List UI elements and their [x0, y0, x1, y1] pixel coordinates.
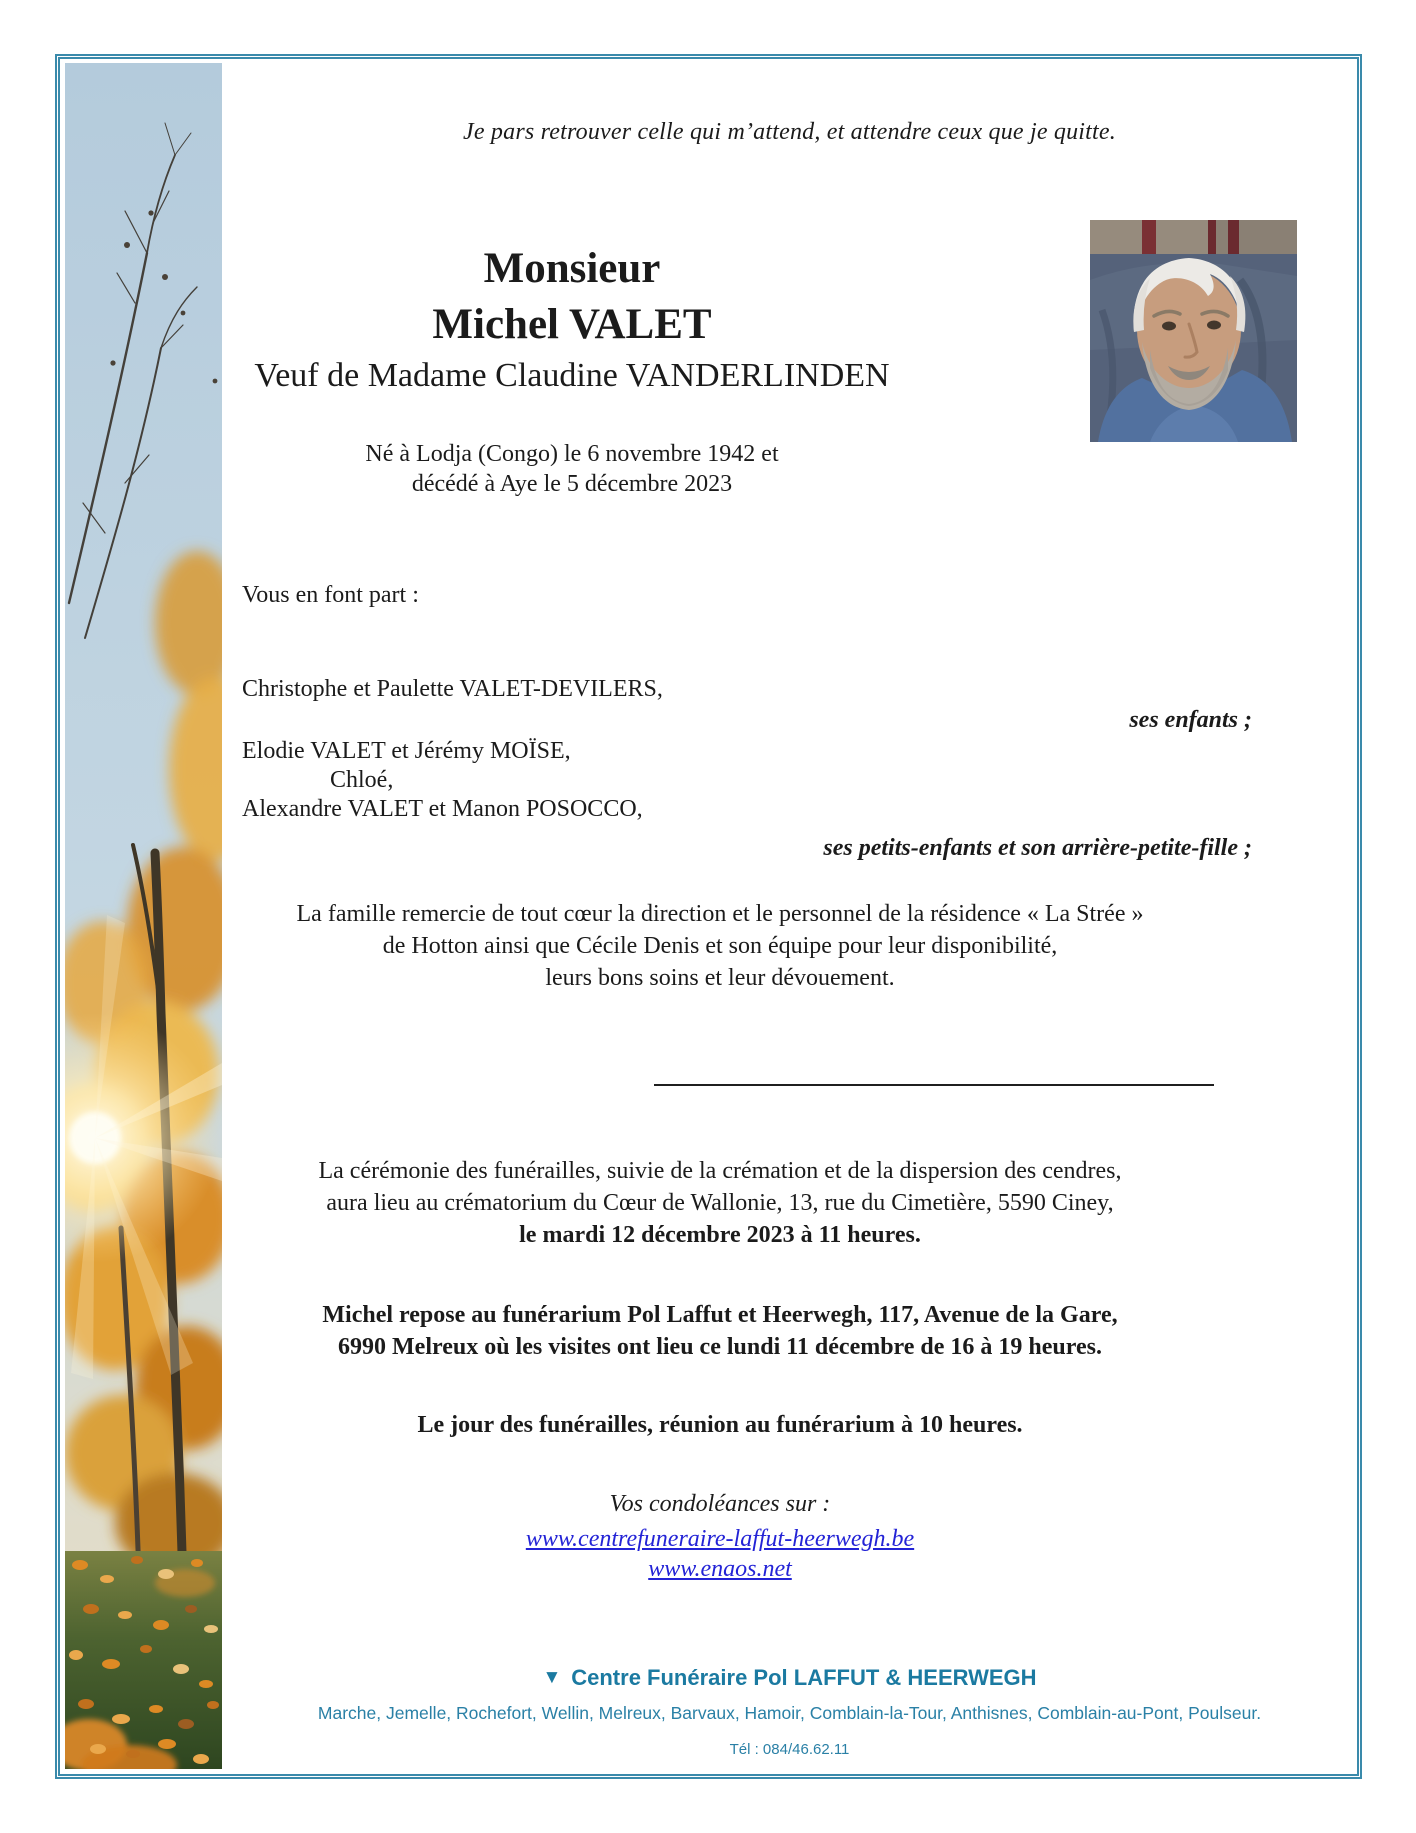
- civility-title: Monsieur: [483, 245, 661, 292]
- card-content: [222, 59, 1357, 1774]
- deceased-name: Michel VALET: [432, 301, 712, 348]
- section-divider-line: [654, 1084, 1214, 1086]
- enaos-website-link[interactable]: www.enaos.net: [648, 1556, 792, 1582]
- ceremony-paragraph: [222, 1155, 1218, 1251]
- funeral-home-phone: Tél : 084/46.62.11: [729, 1741, 850, 1758]
- funeral-home-website-link[interactable]: www.centrefuneraire-laffut-heerwegh.be: [525, 1526, 915, 1552]
- thanks-line-2: de Hotton ainsi que Cécile Denis et son équipe pour leur disponibilité,: [382, 933, 1058, 959]
- repose-line-2: 6990 Melreux où les visites ont lieu ce lundi 11 décembre de 16 à 19 heures.: [338, 1334, 1102, 1360]
- children-names: Christophe et Paulette VALET-DEVILERS,: [242, 676, 663, 702]
- funeral-home-name-text: Centre Funéraire Pol LAFFUT & HEERWEGH: [571, 1665, 1037, 1690]
- ceremony-line-1: La cérémonie des funérailles, suivie de la crémation et de la dispersion des cendres,: [318, 1158, 1122, 1184]
- repose-line-1: Michel repose au funérarium Pol Laffut et Heerwegh, 117, Avenue de la Gare,: [322, 1302, 1118, 1328]
- page-border-frame: [55, 54, 1362, 1779]
- portrait-photo: [1090, 220, 1297, 442]
- children-role: ses enfants ;: [1129, 707, 1252, 733]
- grandchildren-role: ses petits-enfants et son arrière-petite-fille ;: [823, 835, 1252, 861]
- autumn-trees-photo: [65, 63, 222, 1769]
- announcement-label: Vous en font part :: [242, 582, 419, 608]
- down-triangle-icon: ▼: [542, 1667, 562, 1688]
- funeral-home-locations: Marche, Jemelle, Rochefort, Wellin, Melreux, Barvaux, Hamoir, Comblain-la-Tour, Anthisnes, Comblain-au-Pont, Poulseur.: [317, 1703, 1262, 1723]
- widower-line: Veuf de Madame Claudine VANDERLINDEN: [254, 357, 890, 394]
- ceremony-line-2: aura lieu au crématorium du Cœur de Wallonie, 13, rue du Cimetière, 5590 Ciney,: [326, 1190, 1114, 1216]
- birth-death-block: [222, 439, 922, 499]
- thanks-paragraph: [222, 898, 1218, 994]
- meeting-line: Le jour des funérailles, réunion au funérarium à 10 heures.: [417, 1412, 1023, 1438]
- deceased-title-block: [222, 241, 922, 499]
- birth-line: Né à Lodja (Congo) le 6 novembre 1942 et: [365, 441, 779, 467]
- grandchild-line-2: Chloé,: [330, 767, 394, 793]
- repose-paragraph: [222, 1299, 1218, 1363]
- death-line: décédé à Aye le 5 décembre 2023: [411, 471, 733, 497]
- funeral-home-name: [222, 1665, 1357, 1691]
- grandchild-line-1: Elodie VALET et Jérémy MOÏSE,: [242, 738, 571, 764]
- thanks-line-1: La famille remercie de tout cœur la direction et le personnel de la résidence « La Strée »: [296, 901, 1144, 927]
- ceremony-date-line: le mardi 12 décembre 2023 à 11 heures.: [519, 1222, 921, 1248]
- condolence-links: [222, 1524, 1218, 1584]
- condolences-label: Vos condoléances sur :: [609, 1491, 831, 1517]
- grandchild-line-3: Alexandre VALET et Manon POSOCCO,: [242, 796, 643, 822]
- thanks-line-3: leurs bons soins et leur dévouement.: [545, 965, 895, 991]
- epitaph-quote: Je pars retrouver celle qui m’attend, et attendre ceux que je quitte.: [463, 119, 1116, 145]
